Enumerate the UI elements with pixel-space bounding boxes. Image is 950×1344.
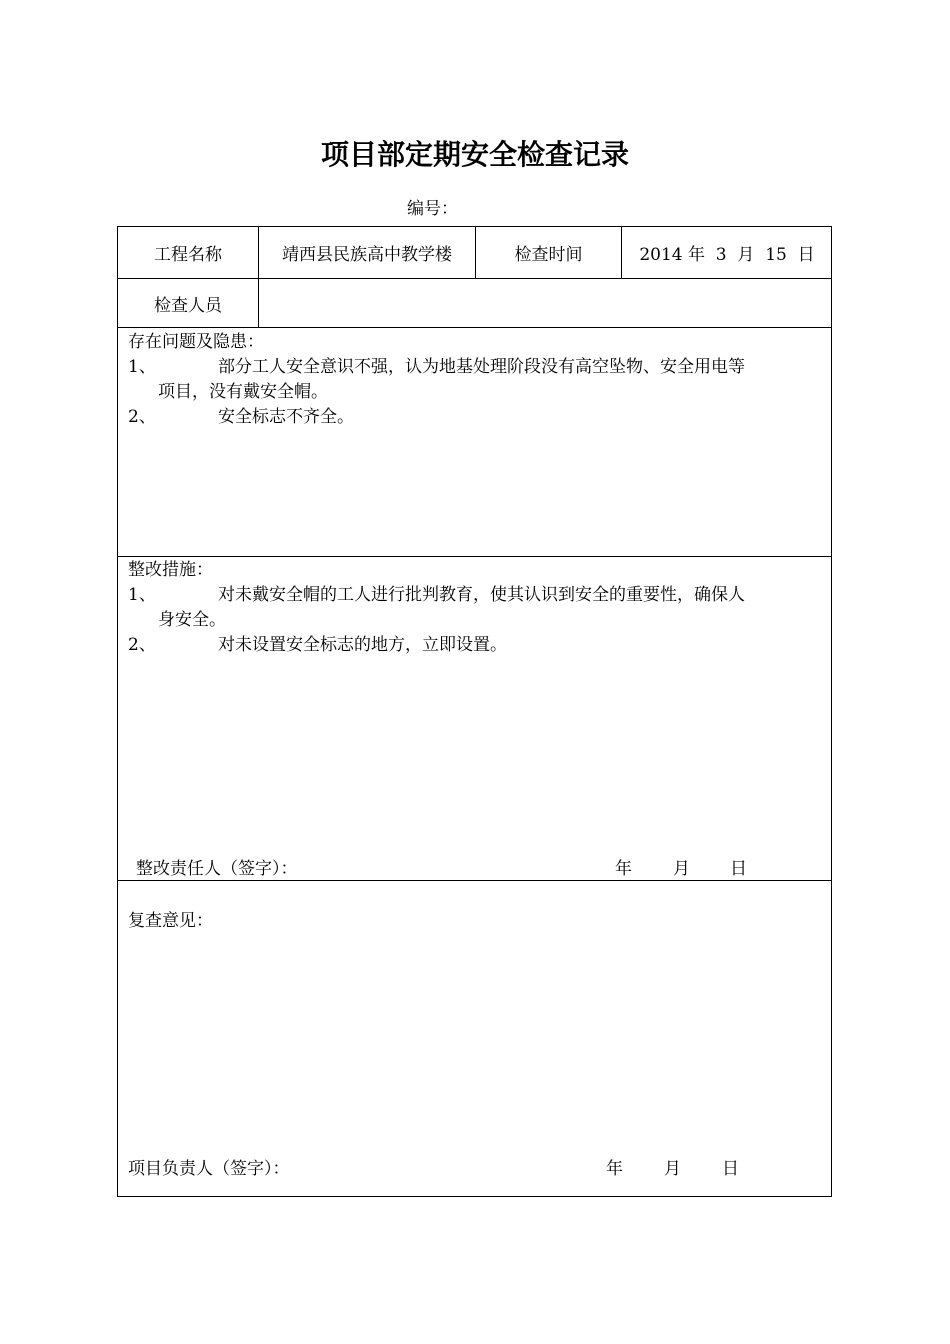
issue-item-text: 安全标志不齐全。 xyxy=(218,407,354,427)
row-divider xyxy=(118,556,831,557)
date-day-label: 日 xyxy=(722,1159,739,1179)
measure-item-text: 对未设置安全标志的地方，立即设置。 xyxy=(218,635,507,655)
measures-heading: 整改措施： xyxy=(128,560,213,580)
date-day-label: 日 xyxy=(730,859,747,879)
date-month-label: 月 xyxy=(673,859,690,879)
serial-number-label: 编号： xyxy=(407,199,458,219)
issue-item-number: 2、 xyxy=(128,407,156,427)
project-name-value[interactable]: 靖西县民族高中教学楼 xyxy=(282,245,452,265)
document-title: 项目部定期安全检查记录 xyxy=(320,138,629,171)
inspector-value[interactable] xyxy=(259,279,832,327)
inspection-form-table xyxy=(117,226,832,1197)
project-name-label: 工程名称 xyxy=(154,245,222,265)
inspect-time-value[interactable]: 2014 年 3 月 15 日 xyxy=(639,245,815,265)
date-year-label: 年 xyxy=(606,1159,623,1179)
date-month-label: 月 xyxy=(664,1159,681,1179)
review-heading: 复查意见： xyxy=(128,911,213,931)
rectification-signer-label: 整改责任人（签字）： xyxy=(136,859,298,879)
inspector-label: 检查人员 xyxy=(154,295,222,316)
measure-item-number: 2、 xyxy=(128,635,156,655)
issue-item-text-cont: 项目，没有戴安全帽。 xyxy=(158,382,328,402)
issue-item-text: 部分工人安全意识不强，认为地基处理阶段没有高空坠物、安全用电等 xyxy=(218,357,745,377)
project-manager-signer-label: 项目负责人（签字）： xyxy=(128,1159,290,1179)
date-year-label: 年 xyxy=(615,859,632,879)
row-divider xyxy=(118,327,831,328)
measure-item-text: 对未戴安全帽的工人进行批判教育，使其认识到安全的重要性，确保人 xyxy=(218,585,745,605)
measure-item-text-cont: 身安全。 xyxy=(158,610,226,630)
inspect-time-label: 检查时间 xyxy=(514,245,583,265)
issues-heading: 存在问题及隐患： xyxy=(128,332,264,352)
issue-item-number: 1、 xyxy=(128,357,156,377)
measure-item-number: 1、 xyxy=(128,585,156,605)
